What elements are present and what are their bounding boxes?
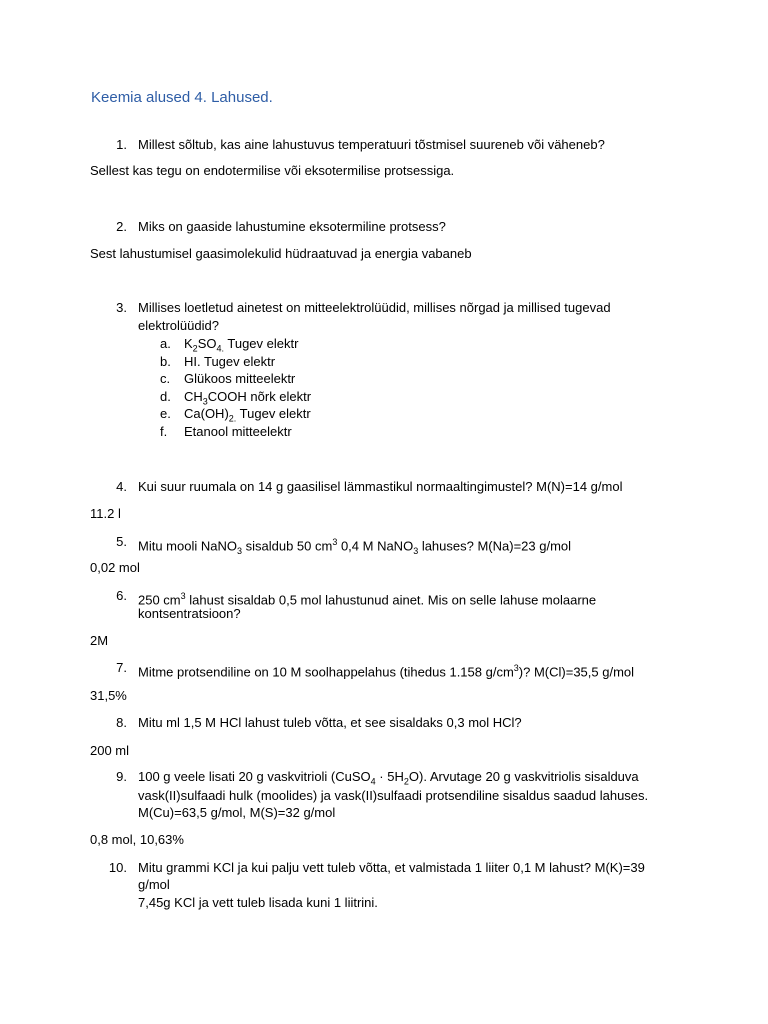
answer-text: Sest lahustumisel gaasimolekulid hüdraatuvad ja energia vabaneb <box>90 246 472 261</box>
list-item-letter: d. <box>160 389 171 404</box>
question-text: Millest sõltub, kas aine lahustuvus temperatuuri tõstmisel suureneb või väheneb? <box>138 137 605 152</box>
question-text: Mitu mooli NaNO$_3$ sisaldub 50 $cm^3$ 0,4 M NaNO$_3$ lahuses? M(Na)=23 g/mol <box>138 537 572 556</box>
list-item-letter: c. <box>160 371 171 386</box>
question-number: 2. <box>116 219 127 234</box>
list-item-letter: e. <box>160 406 171 421</box>
question-text: Mitu ml 1,5 M HCl lahust tuleb võtta, et see sisaldaks 0,3 mol HCl? <box>138 715 522 730</box>
question-number: 4. <box>116 479 127 494</box>
question-text: g/mol <box>138 877 170 892</box>
list-item: $CH_3COOH$ nõrk elektr <box>184 389 312 407</box>
answer-text: Sellest kas tegu on endotermilise või eksotermilise protsessiga. <box>90 163 455 178</box>
question-text: vask(II)sulfaadi hulk (moolides) ja vask(II)sulfaadi protsendiline sisaldus saadud lahuses. <box>138 788 649 803</box>
question-number: 6. <box>116 588 127 603</box>
question-text: 250 $cm^3$ lahust sisaldab 0,5 mol lahustunud ainet. Mis on selle lahuse molaarne <box>138 591 597 608</box>
question-text: Kui suur ruumala on 14 g gaasilisel lämmastikul normaaltingimustel? M(N)=14 g/mol <box>138 479 623 494</box>
question-text: kontsentratsioon? <box>138 606 241 621</box>
list-item-letter: a. <box>160 336 171 351</box>
answer-text: 7,45g KCl ja vett tuleb lisada kuni 1 liitrini. <box>138 895 378 910</box>
answer-text: 31,5% <box>90 688 127 703</box>
question-text: Mitme protsendiline on 10 M soolhappelahus (tihedus 1.158 $g/cm^3$)? M(Cl)=35,5 g/mol <box>138 663 635 680</box>
list-item: HI. Tugev elektr <box>184 354 276 369</box>
list-item-letter: f. <box>160 424 168 439</box>
answer-text: 0,02 mol <box>90 560 140 575</box>
question-text: M(Cu)=63,5 g/mol, M(S)=32 g/mol <box>138 805 336 820</box>
question-text: Millises loetletud ainetest on mitteelektrolüüdid, millises nõrgad ja millised tugevad <box>138 300 611 315</box>
question-number: 3. <box>116 300 127 315</box>
list-item: Glükoos mitteelektr <box>184 371 296 386</box>
question-number: 5. <box>116 534 127 549</box>
answer-text: 200 ml <box>90 743 130 758</box>
list-item-letter: b. <box>160 354 171 369</box>
answer-text: 11.2 l <box>90 506 121 521</box>
question-text: Mitu grammi KCl ja kui palju vett tuleb võtta, et valmistada 1 liiter 0,1 M lahust? M(K)=39 <box>138 860 645 875</box>
question-number: 1. <box>116 137 127 152</box>
question-text: Miks on gaaside lahustumine eksotermiline protsess? <box>138 219 446 234</box>
answer-text: 2M <box>90 633 109 648</box>
answer-text: 0,8 mol, 10,63% <box>90 832 184 847</box>
question-number: 7. <box>116 660 127 675</box>
list-item: $K_2SO_{4.}$ Tugev elektr <box>184 336 299 354</box>
question-text: 100 g veele lisati 20 g vaskvitrioli (CuSO$_4$ · $5H_2O$). Arvutage 20 g vaskvitriolis sisalduva <box>138 769 639 787</box>
question-number: 10. <box>108 860 127 875</box>
list-item: $Ca(OH)_{2.}$ Tugev elektr <box>184 406 311 424</box>
page-title: Keemia alused 4. Lahused. <box>91 89 273 106</box>
question-number: 8. <box>116 715 127 730</box>
question-text: elektrolüüdid? <box>138 318 219 333</box>
list-item: Etanool mitteelektr <box>184 424 292 439</box>
question-number: 9. <box>116 769 127 784</box>
